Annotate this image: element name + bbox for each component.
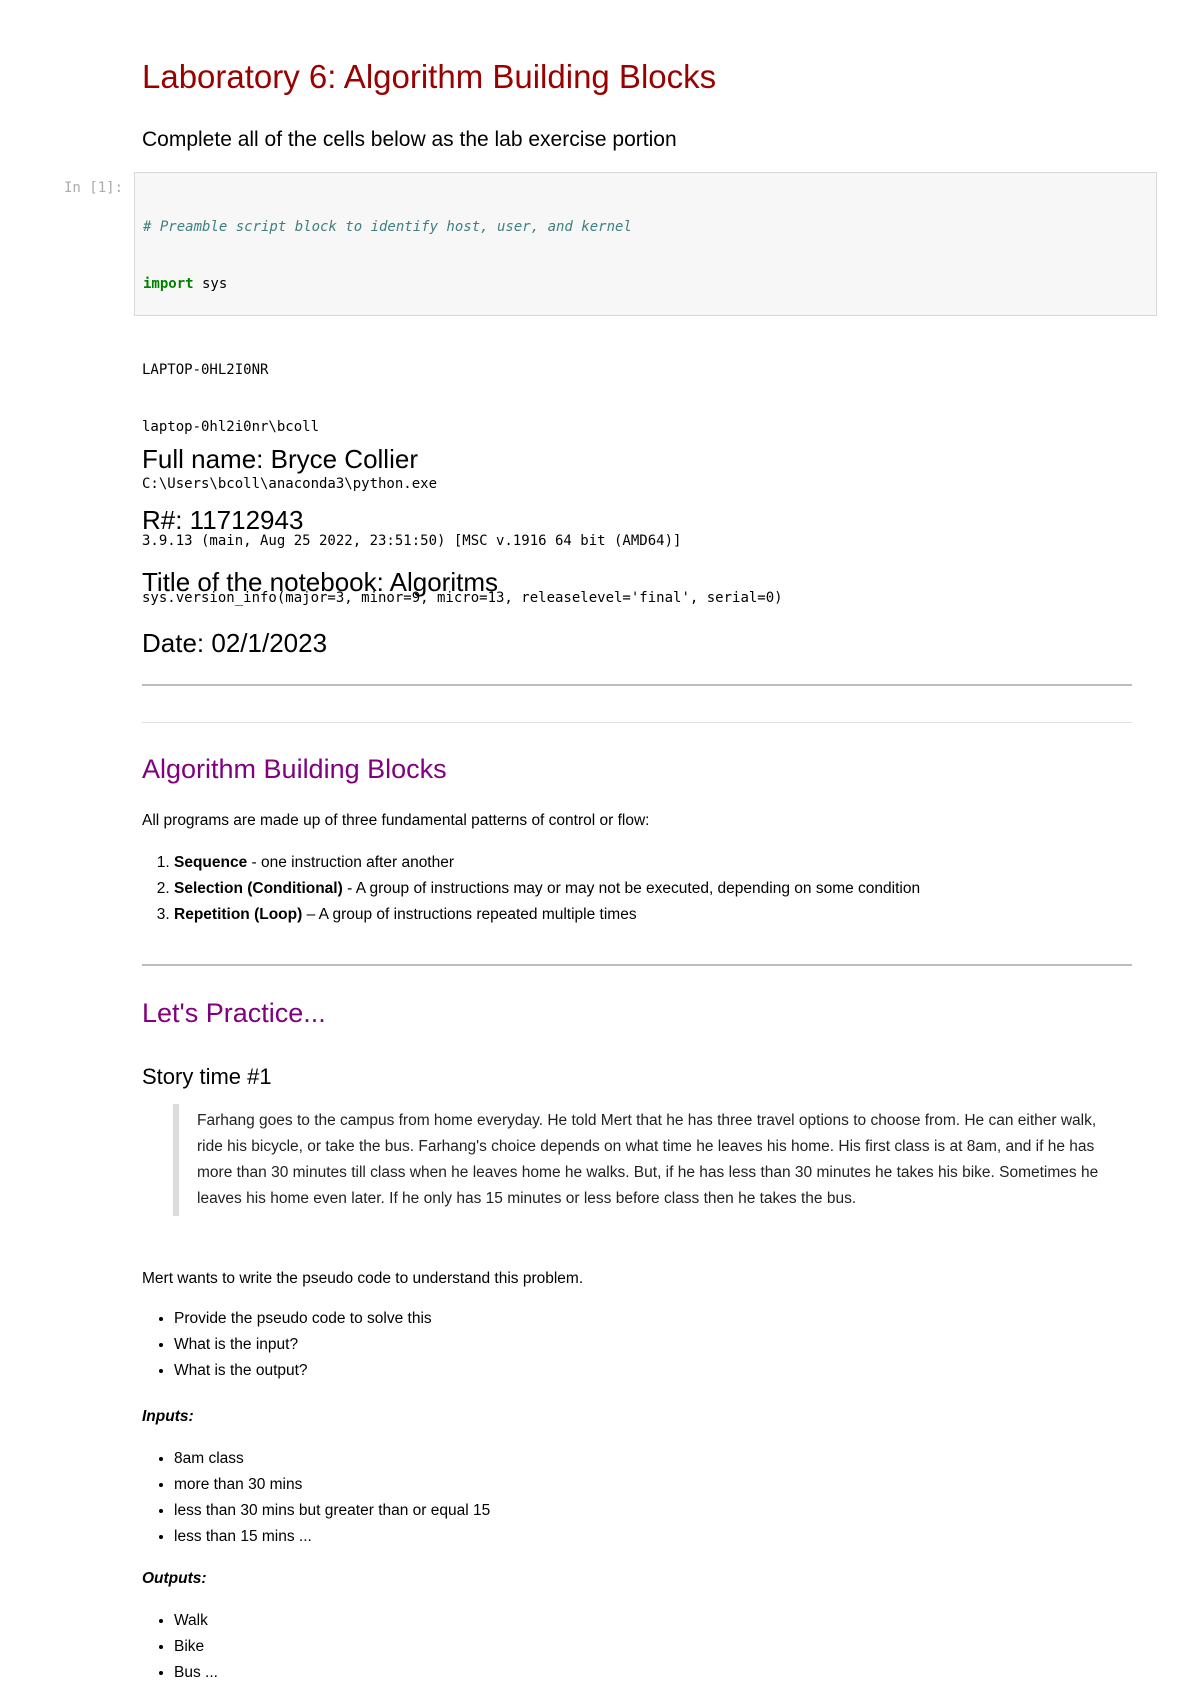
output-line: laptop-0hl2i0nr\bcoll bbox=[142, 419, 320, 435]
list-item: • Provide the pseudo code to solve this bbox=[174, 1306, 432, 1332]
task-list bbox=[142, 1306, 432, 1384]
outputs-label: Outputs: bbox=[142, 1570, 207, 1587]
list-item: • more than 30 mins bbox=[174, 1472, 490, 1498]
list-item: 1. Sequence - one instruction after another bbox=[174, 850, 920, 876]
list-item: • less than 15 mins ... bbox=[174, 1524, 490, 1550]
section-heading-building-blocks: Algorithm Building Blocks bbox=[142, 754, 447, 784]
inputs-label: Inputs: bbox=[142, 1408, 194, 1425]
section-intro: All programs are made up of three fundamental patterns of control or flow: bbox=[142, 812, 650, 829]
list-item: • 8am class bbox=[174, 1446, 490, 1472]
cell-prompt: In [1]: bbox=[64, 180, 124, 196]
code-import-module: sys bbox=[193, 276, 228, 292]
full-name-heading: Full name: Bryce Collier bbox=[142, 444, 418, 474]
output-line: sys.version_info(major=3, minor=9, micro=13, releaselevel='final', serial=0) bbox=[142, 590, 783, 606]
list-item: • Bike bbox=[174, 1634, 218, 1660]
divider bbox=[142, 684, 1132, 686]
list-item: • less than 30 mins but greater than or equal 15 bbox=[174, 1498, 490, 1524]
divider bbox=[142, 722, 1132, 723]
page-title: Laboratory 6: Algorithm Building Blocks bbox=[142, 58, 717, 95]
list-item: • Bus ... bbox=[174, 1660, 218, 1686]
page-subtitle: Complete all of the cells below as the lab exercise portion bbox=[142, 128, 677, 151]
section-heading-practice: Let's Practice... bbox=[142, 998, 326, 1028]
output-line: C:\Users\bcoll\anaconda3\python.exe bbox=[142, 476, 438, 492]
story-blockquote: Farhang goes to the campus from home everyday. He told Mert that he has three travel options to choose from. He can either walk, ride his bicycle, or take the bus. Farhang's choice depends on what time he leaves his home. His first class is at 8am, and if he has more than 30 minutes till class when he leaves home he walks. But, if he has less than 30 minutes he takes his bike. Sometimes he leaves his home even later. If he only has 15 minutes or less before class then he takes the bus. bbox=[173, 1104, 1105, 1216]
story-heading: Story time #1 bbox=[142, 1064, 272, 1089]
list-item: • What is the input? bbox=[174, 1332, 432, 1358]
list-item: 2. Selection (Conditional) - A group of instructions may or may not be executed, depending on some condition bbox=[174, 876, 920, 902]
code-cell[interactable] bbox=[134, 172, 1157, 316]
notebook-title-heading: Title of the notebook: Algoritms bbox=[142, 567, 499, 597]
output-line: LAPTOP-0HL2I0NR bbox=[142, 362, 269, 378]
divider bbox=[142, 964, 1132, 966]
outputs-list bbox=[142, 1608, 218, 1686]
list-item: • What is the output? bbox=[174, 1358, 432, 1384]
output-line: 3.9.13 (main, Aug 25 2022, 23:51:50) [MSC v.1916 64 bit (AMD64)] bbox=[142, 533, 682, 549]
list-item: • Walk bbox=[174, 1608, 218, 1634]
code-import-keyword: import bbox=[143, 276, 194, 292]
list-item: 3. Repetition (Loop) – A group of instructions repeated multiple times bbox=[174, 902, 920, 928]
r-number-heading: R#: 11712943 bbox=[142, 505, 304, 535]
task-intro: Mert wants to write the pseudo code to understand this problem. bbox=[142, 1270, 584, 1287]
building-blocks-list bbox=[142, 850, 920, 928]
inputs-list bbox=[142, 1446, 490, 1550]
date-heading: Date: 02/1/2023 bbox=[142, 628, 328, 658]
code-comment: # Preamble script block to identify host, user, and kernel bbox=[143, 219, 632, 235]
